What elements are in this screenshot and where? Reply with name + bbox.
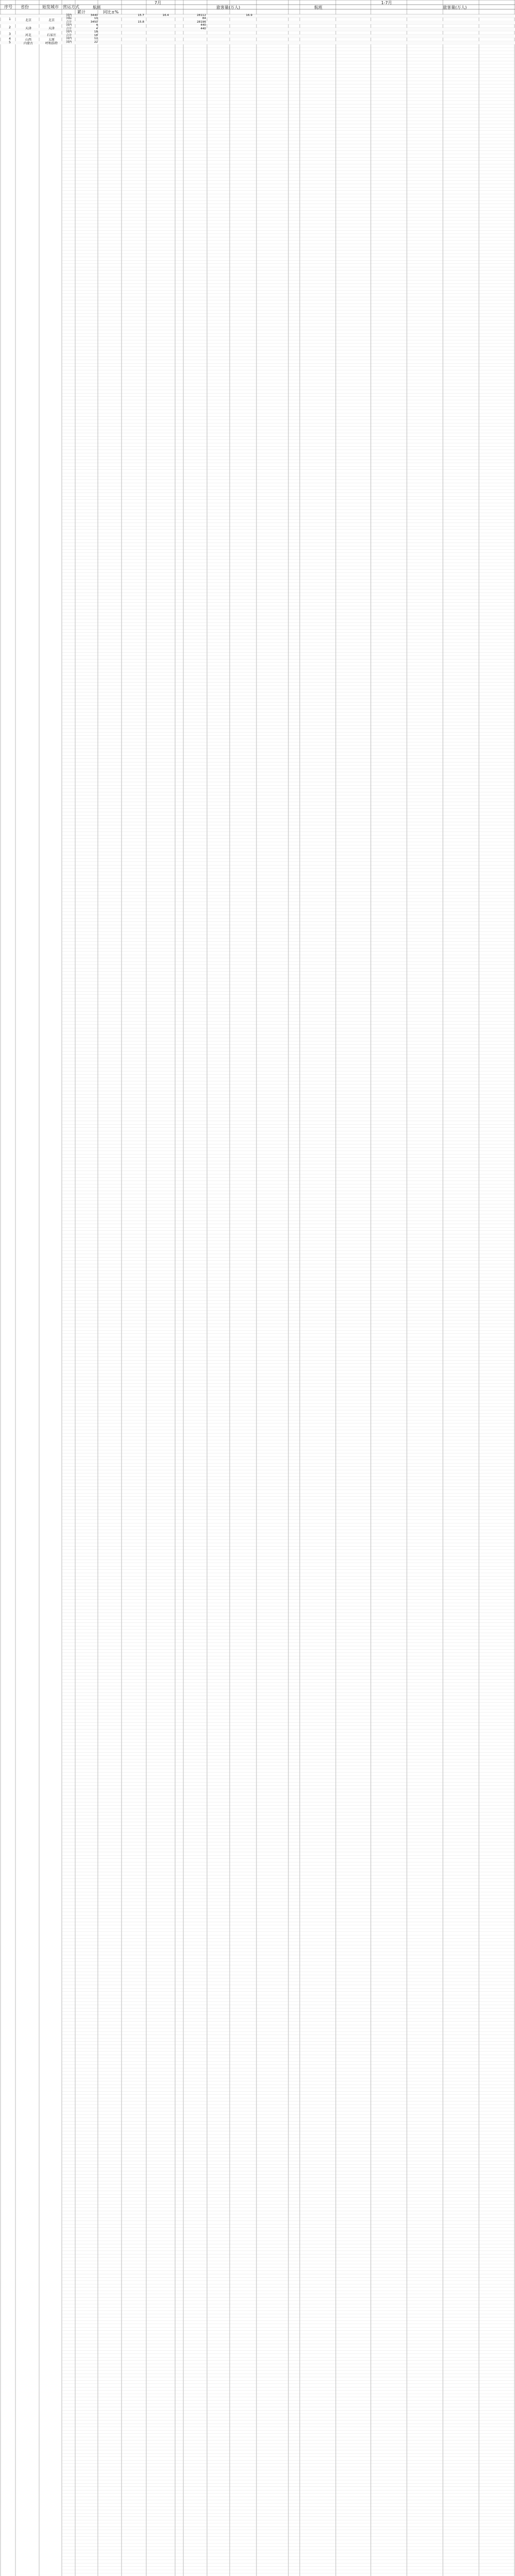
row-value: 16.4 (162, 14, 169, 17)
row-value: 15.8 (138, 20, 144, 24)
row-value: 3440 (90, 14, 98, 17)
row-value: 4 (96, 24, 98, 27)
region-province: 内蒙古 (23, 41, 33, 45)
col-city-header: 始发城市 (42, 5, 59, 9)
region-city: 北京 (48, 18, 55, 22)
region-province: 河北 (25, 33, 31, 37)
sub-yoy-header: 同比±% (103, 10, 119, 14)
group-flights-header: 航班 (93, 5, 101, 10)
row-type: 合计 (66, 33, 72, 37)
row-value: 3450 (90, 20, 98, 24)
row-value: 4 (96, 27, 98, 30)
row-value: 84 (202, 17, 206, 21)
row-type: 国际 (66, 17, 72, 21)
region-seq: 2 (9, 25, 11, 29)
region-province: 北京 (25, 18, 31, 22)
row-value: 22 (94, 40, 98, 44)
region-city: 天津 (48, 26, 55, 30)
row-type: 国内 (66, 40, 72, 44)
row-type: 合计 (66, 20, 72, 24)
table-header (0, 0, 515, 14)
row-value: 440 (200, 24, 206, 27)
row-type: 合计 (66, 27, 72, 30)
row-value: 28196 (197, 20, 206, 24)
row-value: 16.9 (246, 14, 252, 17)
row-value: 10 (94, 17, 98, 21)
col-seq-header: 序号 (4, 5, 12, 9)
col-type-header: 营运方式 (63, 5, 79, 9)
table-body (0, 14, 515, 44)
region-province: 天津 (25, 26, 31, 30)
row-value: 18 (94, 30, 98, 34)
row-type: 国内 (66, 24, 72, 27)
region-city: 太原 (48, 38, 55, 42)
row-type: 国内 (66, 37, 72, 41)
row-value: 12 (94, 37, 98, 41)
table-row (0, 41, 515, 44)
region-city: 石家庄 (46, 33, 56, 37)
row-value: 28112 (197, 14, 206, 17)
row-type: 国内 (66, 30, 72, 34)
row-value: 440 (200, 27, 206, 30)
region-seq: 3 (9, 32, 11, 36)
group-passengers-ytd-header: 旅客量(万人) (443, 5, 467, 10)
region-province: 山西 (25, 38, 31, 42)
period-ytd-header: 1-7月 (381, 1, 392, 5)
region-city: 呼和浩特 (45, 41, 58, 45)
col-province-header: 省份 (21, 5, 29, 9)
row-value: 18 (94, 33, 98, 37)
period-month-header: 7月 (154, 1, 162, 5)
group-flights-ytd-header: 航班 (314, 5, 322, 10)
region-seq: 4 (9, 37, 11, 41)
row-value: 15.7 (138, 14, 144, 17)
row-type: 国内 (66, 14, 72, 17)
region-seq: 5 (9, 40, 11, 44)
region-seq: 1 (9, 17, 11, 21)
group-passengers-header: 旅客量(万人) (216, 5, 241, 10)
sub-total-header: 累计 (77, 10, 85, 14)
